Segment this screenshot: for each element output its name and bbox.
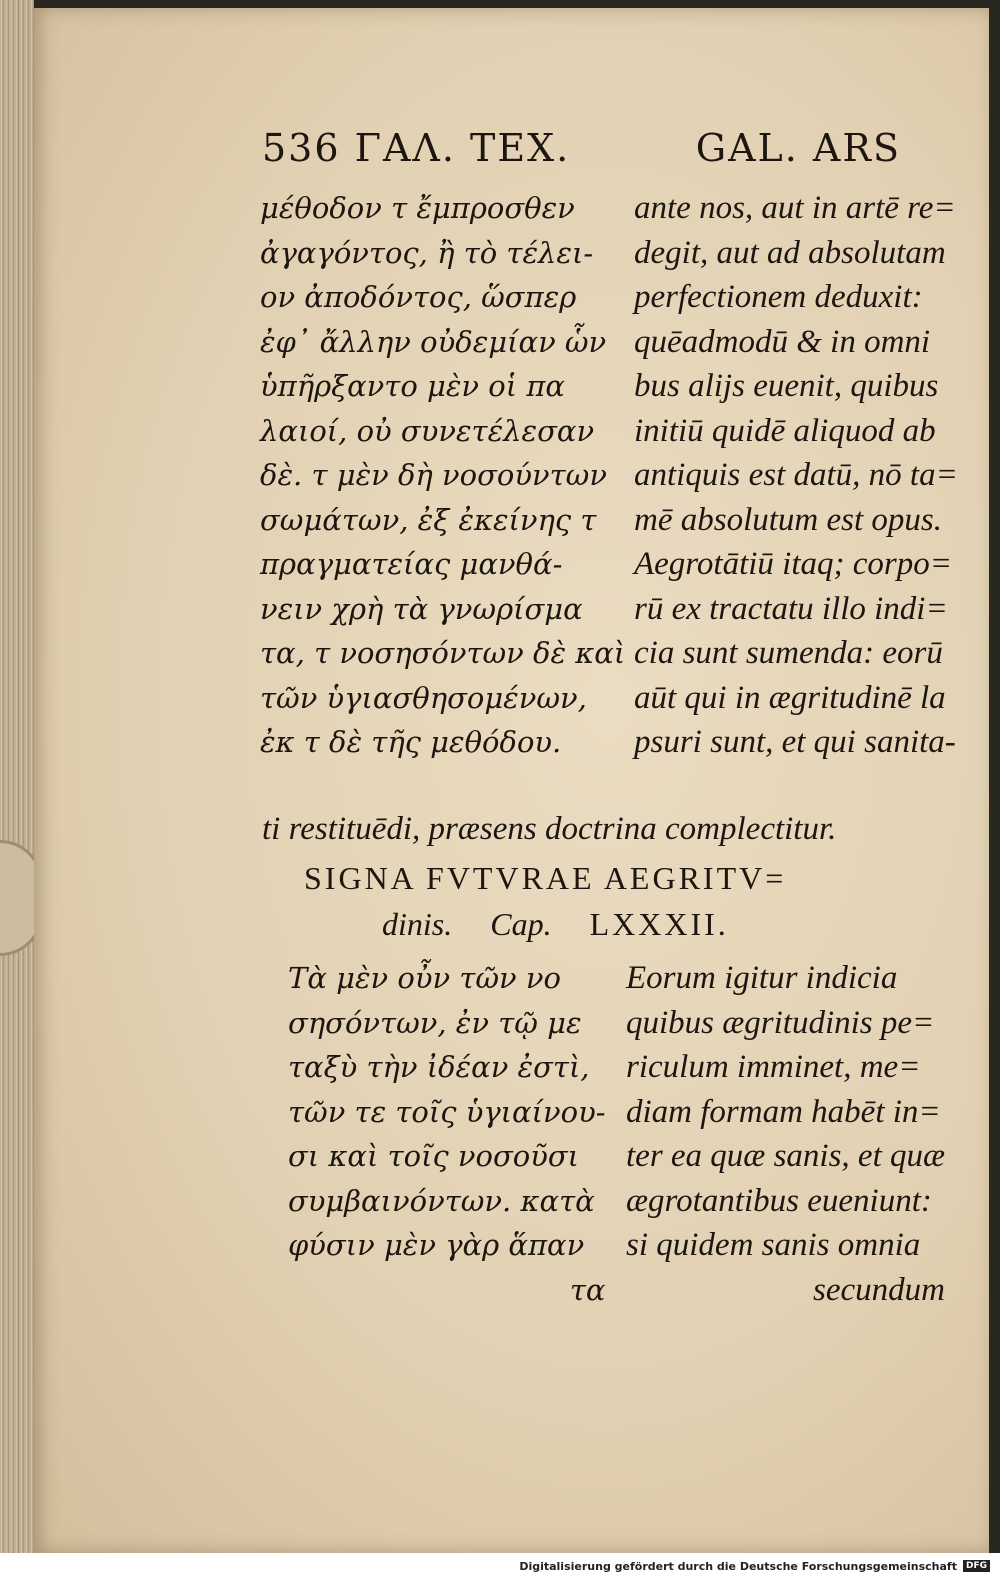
latin-full-width-line: ti restituēdi, præsens doctrina complectitur. [262, 811, 837, 847]
latin-line: ægrotantibus eueniunt: [626, 1182, 932, 1219]
greek-line: ον ἀποδόντος, ὥσπερ [260, 280, 577, 314]
latin-running-head: GAL. ARS [695, 126, 901, 170]
latin-line: aūt qui in ægritudinē la [634, 679, 946, 716]
greek-line: νειν χρὴ τὰ γνωρίσμα [260, 591, 583, 626]
greek-running-head: 536 ΓΑΛ. ΤΕΧ. [262, 126, 571, 170]
latin-line: si quidem sanis omnia [626, 1227, 921, 1263]
latin-line: quibus ægritudinis pe= [626, 1004, 935, 1041]
digitization-footer [0, 1553, 1000, 1579]
latin-line: Aegrotātiū itaq; corpo= [634, 546, 953, 582]
latin-line: antiquis est datū, nō ta= [634, 457, 958, 493]
latin-line: ter ea quæ sanis, et quæ [626, 1138, 945, 1174]
latin-column-upper [634, 186, 958, 765]
latin-line: rū ex tractatu illo indi= [634, 590, 948, 627]
greek-line: ταξὺ τὴν ἰδέαν ἐστὶ, [288, 1050, 590, 1084]
latin-column-lower [626, 956, 945, 1312]
greek-line: τῶν ὑγιασθησομένων, [260, 680, 587, 715]
latin-line: riculum imminet, me= [626, 1049, 921, 1085]
chapter-label: Cap. [490, 906, 552, 942]
greek-line: συμβαινόντων. κατὰ [288, 1183, 595, 1218]
latin-line: Eorum igitur indicia [626, 960, 898, 996]
latin-line: mē absolutum est opus. [634, 501, 942, 538]
chapter-heading-line-2 [382, 906, 729, 943]
latin-line: perfectionem deduxit: [634, 279, 923, 315]
greek-line: φύσιν μὲν γὰρ ἅπαν [288, 1228, 585, 1262]
latin-line: initiū quidē aliquod ab [634, 412, 936, 449]
chapter-heading-word: dinis. [382, 906, 453, 942]
book-page [34, 8, 989, 1553]
greek-catchword: τα [569, 1272, 606, 1307]
latin-catchword: secundum [813, 1271, 945, 1308]
latin-line: quēadmodū & in omni [634, 323, 931, 360]
greek-line: μέθοδον τ ἔμπροσθεν [260, 191, 575, 225]
greek-line: ἐκ τ δὲ τῆς μεθόδου. [260, 725, 562, 759]
latin-line: degit, aut ad absolutam [634, 234, 946, 271]
running-head [262, 126, 901, 170]
greek-line: σι καὶ τοῖς νοσοῦσι [288, 1139, 580, 1173]
greek-line: τῶν τε τοῖς ὑγιαίνου- [288, 1094, 606, 1129]
greek-line: Τὰ μὲν οὖν τῶν νο [288, 961, 561, 995]
latin-line: bus alijs euenit, quibus [634, 368, 939, 404]
greek-line: σωμάτων, ἐξ ἐκείνης τ [260, 502, 597, 537]
latin-line: cia sunt sumenda: eorū [634, 635, 943, 671]
greek-line: σησόντων, ἐν τῷ με [288, 1005, 582, 1040]
book-page-edges [0, 0, 34, 1579]
greek-line: ὑπῆρξαντο μὲν οἱ πα [260, 369, 565, 403]
greek-column-upper [260, 186, 625, 765]
greek-line: πραγματείας μανθά- [260, 547, 563, 581]
greek-line: ἀγαγόντος, ἢ τὸ τέλει- [260, 235, 594, 270]
footer-credit: Digitalisierung gefördert durch die Deutsche Forschungsgemeinschaft [519, 1559, 957, 1573]
greek-line: τα, τ νοσησόντων δὲ καὶ [260, 636, 626, 670]
greek-line: δὲ. τ μὲν δὴ νοσούντων [260, 458, 607, 492]
latin-line: psuri sunt, et qui sanita- [634, 724, 956, 760]
chapter-heading: SIGNA FVTVRAE AEGRITV= [304, 860, 787, 896]
greek-line: ἐφ᾽ ἄλλην οὐδεμίαν ὧν [260, 324, 607, 359]
greek-column-lower [288, 956, 606, 1312]
dfg-logo: DFG [963, 1560, 990, 1572]
greek-line: λαιοί, οὐ συνετέλεσαν [260, 413, 595, 448]
latin-line: diam formam habēt in= [626, 1093, 941, 1130]
chapter-number: LXXXII. [589, 906, 729, 942]
latin-line: ante nos, aut in artē re= [634, 190, 956, 226]
